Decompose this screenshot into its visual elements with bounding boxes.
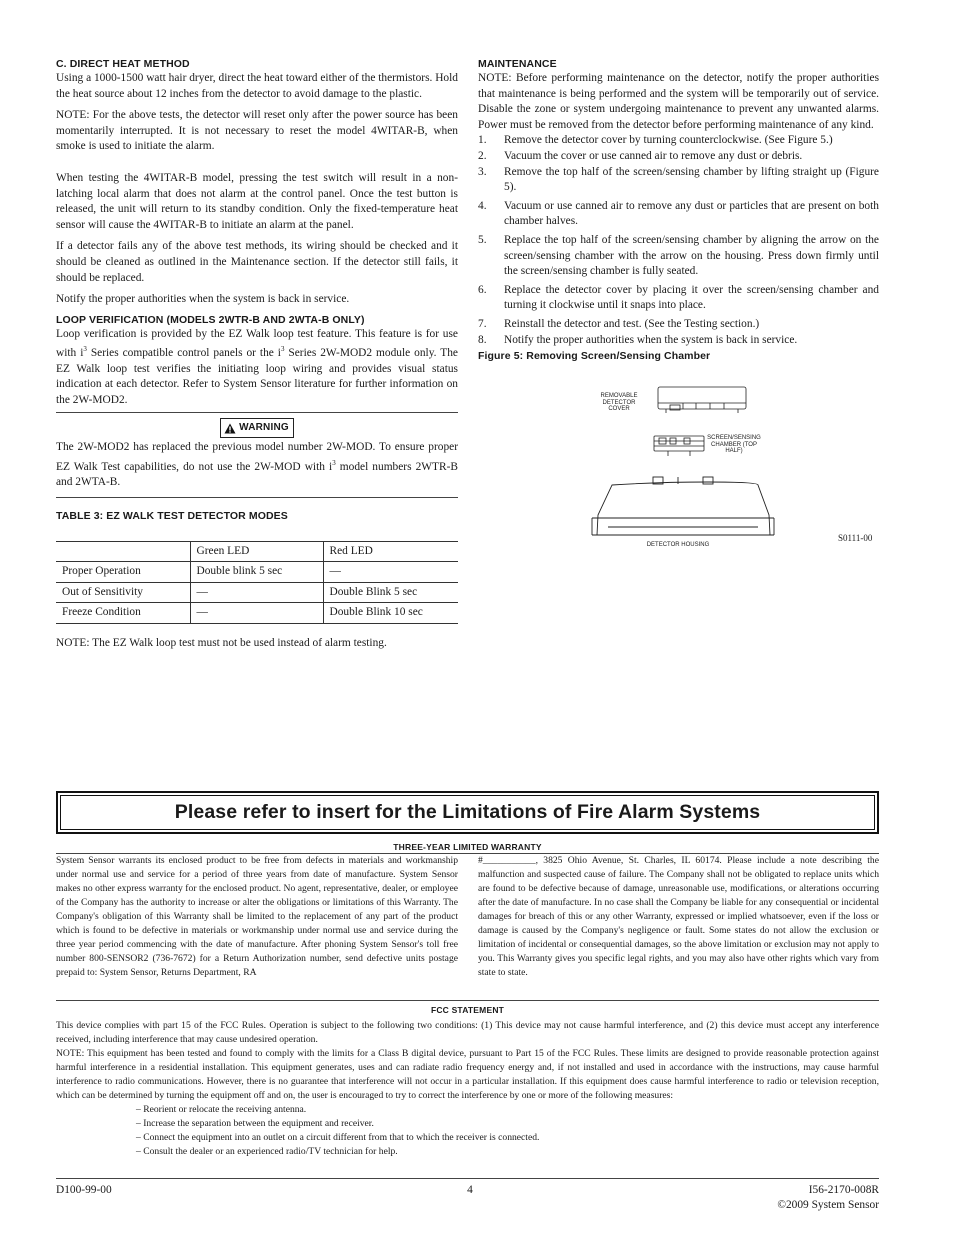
fcc-paragraph-1: This device complies with part 15 of the FCC Rules. Operation is subject to the following two conditions: (1) This device may not cause harmful interference, and (2) this device must accept any interference received, including interference that may cause undesired operation.: [56, 1020, 879, 1045]
document-number: I56-2170-008R: [808, 1184, 879, 1196]
limitations-banner: [56, 791, 879, 834]
footer-right: [740, 1183, 879, 1213]
table-cell: —: [323, 562, 458, 583]
warning-triangle-icon: [224, 423, 236, 434]
table-header-cell: [56, 541, 190, 562]
loop-verification-paragraph: Loop verification is provided by the EZ Walk loop test feature. This feature is for use with $i^3$ Series compatible control panels or the $i^3$ Series 2W-MOD2 module only. The EZ Walk loop test verifies the initiating loop wiring and provides visual status indication at each detector. Refer to System Sensor literature for further information on the 2W-MOD2.: [56, 327, 458, 406]
list-item: 5. Replace the top half of the screen/sensing chamber by aligning the arrow on the screen/sensing chamber with the arrow on the housing. Press down firmly until the screen/sensing chamber is fully seated.: [478, 233, 879, 278]
warning-badge: WARNING: [220, 418, 294, 438]
list-item: 4. Vacuum or use canned air to remove any dust or particles that are present on both chamber halves.: [478, 199, 879, 228]
label-detector-cover: REMOVABLE DETECTOR COVER: [600, 393, 638, 412]
list-item: 8. Notify the proper authorities when the system is back in service.: [478, 333, 798, 346]
left-column: [56, 58, 458, 651]
warranty-heading: THREE-YEAR LIMITED WARRANTY: [393, 842, 542, 852]
maintenance-intro: NOTE: Before performing maintenance on the detector, notify the proper authorities that maintenance is being performed and the system will be temporarily out of service. Disable the zone or system undergoing maintenance to prevent any unwanted alarms. Power must be removed from the detector before performing maintenance of any kind.: [478, 72, 879, 131]
table-title: TABLE 3: EZ WALK TEST DETECTOR MODES: [56, 509, 288, 522]
list-item: – Increase the separation between the equipment and receiver.: [136, 1118, 374, 1129]
maintenance-steps: [478, 133, 879, 348]
maintenance-heading: MAINTENANCE: [478, 58, 557, 70]
list-item: 1. Remove the detector cover by turning counterclockwise. (See Figure 5.): [478, 134, 833, 147]
failure-paragraph: If a detector fails any of the above test methods, its wiring should be checked and it should be cleaned as outlined in the Maintenance section. If the detector still fails, it should be replaced.: [56, 240, 458, 284]
table-row: [56, 582, 458, 603]
fcc-measures: [56, 1103, 879, 1159]
list-item: – Connect the equipment into an outlet on a circuit different from that to which the receiver is connected.: [136, 1132, 540, 1143]
ez-walk-modes-table: [56, 541, 458, 624]
direct-heat-paragraph: Using a 1000-1500 watt hair dryer, direct the heat toward either of the thermistors. Hold the heat source about 12 inches from the detector to avoid damage to the plastic.: [56, 72, 458, 100]
table-cell: Double Blink 5 sec: [323, 582, 458, 603]
table-row: [56, 603, 458, 624]
divider: [56, 1178, 879, 1179]
divider: [56, 497, 458, 498]
label-detector-housing: DETECTOR HOUSING: [646, 542, 710, 548]
notify-paragraph: Notify the proper authorities when the system is back in service.: [56, 293, 350, 306]
table-cell: Double blink 5 sec: [190, 562, 323, 583]
figure-removing-chamber: [478, 385, 879, 555]
table-header-row: [56, 541, 458, 562]
table-row: [56, 562, 458, 583]
right-column: [478, 58, 879, 363]
divider: [56, 1000, 879, 1001]
fcc-heading: FCC STATEMENT: [430, 1005, 505, 1015]
figure-code: S0111-00: [838, 533, 873, 543]
figure-caption: Figure 5: Removing Screen/Sensing Chamber: [478, 350, 711, 363]
list-item: – Reorient or relocate the receiving antenna.: [136, 1104, 307, 1115]
list-item: – Consult the dealer or an experienced radio/TV technician for help.: [136, 1146, 398, 1157]
warranty-text-right: #___________, 3825 Ohio Avenue, St. Charles, IL 60174. Please include a note describing the malfunction and suspected cause of failure. The Company shall not be obligated to replace units which are found to be defective because of damage, unreasonable use, modifications, or alterations occurring after the date of manufacture. In no case shall the Company be liable for any consequential or incidental damages for breach of this or any other Warranty, expressed or implied whatsoever, even if the loss or damage is caused by the Company's negligence or fault. Some states do not allow the exclusion or limitation of incidental or consequential damages, so the above limitation or exclusion may not apply to you. This Warranty gives you specific legal rights, and you may also have other rights which vary from state to state.: [478, 855, 879, 978]
banner-text: Please refer to insert for the Limitations of Fire Alarm Systems: [60, 795, 875, 830]
direct-heat-heading: C. DIRECT HEAT METHOD: [56, 58, 190, 70]
table-cell: Double Blink 10 sec: [323, 603, 458, 624]
warning-paragraph: The 2W-MOD2 has replaced the previous model number 2W-MOD. To ensure proper EZ Walk Test capabilities, do not use the 2W-MOD with $i^3$ model numbers 2WTR-B and 2WTA-B.: [56, 441, 458, 489]
test-switch-paragraph: When testing the 4WITAR-B model, pressing the test switch will result in a non-latching local alarm that does not alarm at the control panel. Once the test button is released, the unit will return to its standby condition. Only the fixed-temperature heat sensor will cause the 4WITAR-B to initiate an alarm at the panel.: [56, 171, 458, 231]
footer-left-code: D100-99-00: [56, 1184, 112, 1196]
list-item: 2. Vacuum the cover or use canned air to remove any dust or debris.: [478, 149, 803, 162]
list-item: 6. Replace the detector cover by placing it over the screen/sensing chamber and turning it clockwise until it snaps into place.: [478, 283, 879, 312]
table-cell: —: [190, 582, 323, 603]
table-cell: Freeze Condition: [56, 603, 190, 624]
list-item: 7. Reinstall the detector and test. (See the Testing section.): [478, 317, 760, 330]
warranty-text-left: System Sensor warrants its enclosed product to be free from defects in materials and workmanship under normal use and service for a period of three years from date of manufacture. System Sensor makes no other express warranty for the enclosed product. No agent, representative, dealer, or employee of the Company has the authority to increase or alter the obligations or limitations of this Warranty. The Company's obligation of this Warranty shall be limited to the replacement of any part of the product which is found to be defective in materials or workmanship under normal use and service during the three year period commencing with the date of manufacture. After phoning System Sensor's toll free number 800-SENSOR2 (736-7672) for a Return Authorization number, send defective units postage prepaid to: System Sensor, Returns Department, RA: [56, 855, 458, 978]
page-number: 4: [467, 1184, 473, 1196]
detector-exploded-diagram: [478, 385, 879, 555]
loop-verification-heading: LOOP VERIFICATION (MODELS 2WTR-B AND 2WTA-B ONLY): [56, 313, 365, 326]
table-note: NOTE: The EZ Walk loop test must not be used instead of alarm testing.: [56, 636, 387, 649]
fcc-body: [56, 1019, 879, 1159]
table-cell: Proper Operation: [56, 562, 190, 583]
copyright: ©2009 System Sensor: [777, 1199, 879, 1211]
table-cell: —: [190, 603, 323, 624]
table-header-cell: Red LED: [323, 541, 458, 562]
table-header-cell: Green LED: [190, 541, 323, 562]
fcc-paragraph-2: NOTE: This equipment has been tested and found to comply with the limits for a Class B digital device, pursuant to Part 15 of the FCC Rules. These limits are designed to provide reasonable protection against harmful interference in a residential installation. This equipment generates, uses and can radiate radio frequency energy and, if not installed and used in accordance with the instructions, may cause harmful interference to radio communications. However, there is no guarantee that interference will not occur in a particular installation. If this equipment does cause harmful interference to radio or television reception, which can be determined by turning the equipment off and on, the user is encouraged to try to correct the interference by one or more of the following measures:: [56, 1048, 879, 1101]
label-sensing-chamber: SCREEN/SENSING CHAMBER (TOP HALF): [707, 435, 761, 454]
divider: [56, 412, 458, 413]
list-item: 3. Remove the top half of the screen/sensing chamber by lifting straight up (Figure 5).: [478, 165, 879, 194]
reset-note: NOTE: For the above tests, the detector will reset only after the power source has been momentarily interrupted. It is not necessary to reset the model 4WITAR-B, when smoke is used to initiate the alarm.: [56, 109, 458, 153]
table-cell: Out of Sensitivity: [56, 582, 190, 603]
